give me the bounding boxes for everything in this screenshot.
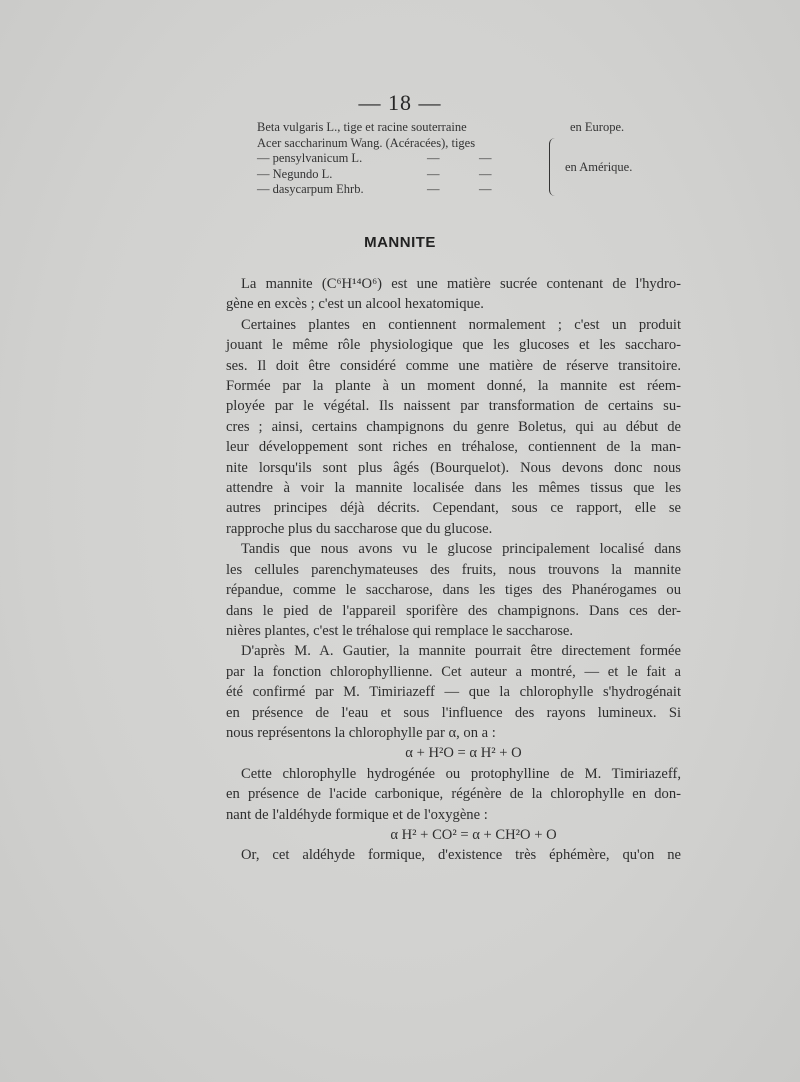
text-line: nant de l'aldéhyde formique et de l'oxygène : — [226, 806, 488, 823]
text-line: Cette chlorophylle hydrogénée ou protophylline de M. Timiriazeff, — [241, 765, 681, 782]
text-line: par la fonction chlorophyllienne. Cet auteur a montré, — et le fait a — [226, 663, 681, 680]
text-line: rapproche plus du saccharose que du glucose. — [226, 520, 493, 537]
species-name: — pensylvanicum L. — [257, 151, 363, 165]
species-name: Acer saccharinum Wang. (Acéracées), tiges — [257, 135, 476, 150]
ditto-mark: — — [427, 166, 440, 181]
text-line: leur développement sont riches en tréhalose, contiennent de la man- — [226, 439, 681, 456]
text-line: cres ; ainsi, certains champignons du genre Boletus, qui au début de — [226, 418, 681, 435]
text-line: Formée par la plante à un moment donné, la mannite est réem- — [226, 378, 681, 395]
text-line: jouant le même rôle physiologique que les glucoses et les saccharo- — [226, 337, 681, 354]
ditto-mark: — — [427, 151, 440, 165]
text-line: Certaines plantes en contiennent normalement ; c'est un produit — [241, 316, 681, 333]
text-line: dans le pied de l'appareil sporifère des champignons. Dans ces der- — [226, 602, 681, 619]
species-name: — Negundo L. — [257, 166, 333, 181]
brace-label: en Amérique. — [565, 160, 633, 174]
text-line: D'après M. A. Gautier, la mannite pourrait être directement formée — [241, 643, 681, 660]
text-line: Tandis que nous avons vu le glucose principalement localisé dans — [241, 541, 681, 558]
formula: α H² + CO² = α + CH²O + O — [390, 826, 557, 843]
grouping-brace — [549, 138, 556, 196]
ditto-mark: — — [479, 166, 492, 181]
text-line: Or, cet aldéhyde formique, d'existence très éphémère, qu'on ne — [241, 847, 681, 864]
species-row — [257, 182, 687, 198]
section-title: MANNITE — [364, 234, 436, 251]
text-line: autres principes déjà décrits. Cependant, sous ce rapport, elle se — [226, 500, 681, 517]
text-line: nous représentons la chlorophylle par α, on a : — [226, 724, 496, 741]
species-region: en Europe. — [570, 120, 625, 134]
text-line: en présence de l'eau et sous l'influence des rayons lumineux. Si — [226, 704, 681, 721]
text-line: en présence de l'acide carbonique, régénère de la chlorophylle en don- — [226, 786, 681, 803]
page-number: — 18 — — [358, 90, 442, 115]
species-row — [257, 136, 687, 152]
text-line: ses. Il doit être considéré comme une matière de réserve transitoire. — [226, 357, 681, 374]
text-line: attendre à voir la mannite localisée dans les mêmes tissus que les — [226, 480, 681, 497]
text-line: gène en excès ; c'est un alcool hexatomique. — [226, 296, 484, 313]
species-list — [257, 120, 687, 198]
ditto-mark: — — [427, 182, 440, 196]
text-line: nières plantes, c'est le tréhalose qui remplace le saccharose. — [226, 622, 574, 639]
ditto-mark: — — [479, 182, 492, 196]
text-line: été confirmé par M. Timiriazeff — que la chlorophylle s'hydrogénait — [226, 684, 681, 701]
species-name: — dasycarpum Ehrb. — [257, 182, 364, 196]
formula: α + H²O = α H² + O — [405, 745, 522, 762]
text-line: nite lorsqu'ils sont plus âgés (Bourquelot). Nous devons donc nous — [226, 459, 681, 476]
ditto-mark: — — [479, 151, 492, 165]
text-line: les cellules parenchymateuses des fruits, nous trouvons la mannite — [226, 561, 681, 578]
text-line: répandue, comme le saccharose, dans les tiges des Phanérogames ou — [226, 582, 681, 599]
text-line: ployée par le végétal. Ils naissent par transformation de certains su- — [226, 398, 681, 415]
species-name: Beta vulgaris L., tige et racine souterraine — [257, 120, 467, 134]
species-row — [257, 120, 687, 136]
text-line: La mannite (C⁶H¹⁴O⁶) est une matière sucrée contenant de l'hydro- — [241, 276, 681, 292]
body-text — [226, 274, 681, 866]
